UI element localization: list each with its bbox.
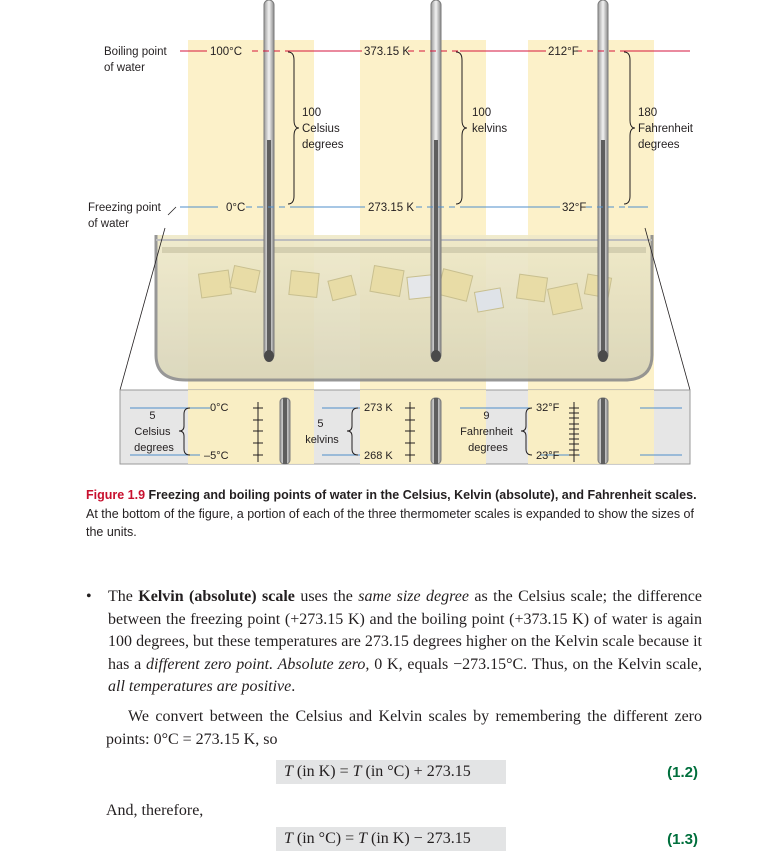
kelvin-boil-label: 373.15 K (364, 46, 411, 58)
inset-celsius-top: 0°C (210, 402, 229, 414)
fahrenheit-thermometer (598, 0, 608, 362)
expanded-scale-inset (120, 390, 690, 464)
equation-number-1-2: (1.2) (667, 764, 698, 781)
water-tray (156, 235, 652, 380)
fahrenheit-interval-label: 180 Fahrenheit degrees (638, 107, 693, 151)
inset-fahrenheit-bottom: 23°F (536, 450, 560, 462)
celsius-interval-label: 100 Celsius degrees (302, 107, 344, 151)
kelvin-bullet-text: The Kelvin (absolute) scale uses the same size degree as the Celsius scale; the difference between the freezing point (+273.15 K) and the boiling point (+373.15 K) of water is again 100 degrees, but these temperatures are 273.15 degrees higher on the Kelvin scale because it has a different zero point. Absolute zero, 0 K, equals −273.15°C. Thus, on the Kelvin scale, all temperatures are positive. (108, 588, 702, 695)
celsius-thermometer (264, 0, 274, 362)
inset-fahrenheit-top: 32°F (536, 402, 560, 414)
freezing-point-label: Freezing point of water (88, 202, 161, 230)
inset-kelvin-size: 5 kelvins (305, 418, 339, 446)
kelvin-scale-term: Kelvin (absolute) scale (138, 588, 295, 605)
kelvin-thermometer (431, 0, 441, 362)
figure-title: Freezing and boiling points of water in the Celsius, Kelvin (absolute), and Fahrenheit scales. (148, 488, 697, 502)
boiling-point-label: Boiling point of water (104, 46, 167, 74)
inset-kelvin-bottom: 268 K (364, 450, 393, 462)
celsius-freeze-label: 0°C (226, 202, 246, 214)
celsius-boil-label: 100°C (210, 46, 243, 58)
bullet-icon: • (86, 588, 92, 605)
kelvin-interval-label: 100 kelvins (472, 107, 508, 135)
figure-caption (86, 486, 706, 542)
figure-caption-text: At the bottom of the figure, a portion of each of the three thermometer scales is expanded to show the sizes of the units. (86, 506, 694, 539)
and-therefore-text: And, therefore, (106, 802, 204, 819)
inset-celsius-bottom: –5°C (204, 450, 229, 462)
kelvin-freeze-label: 273.15 K (368, 202, 415, 214)
figure-number: Figure 1.9 (86, 488, 146, 502)
equation-number-1-3: (1.3) (667, 831, 698, 848)
fahrenheit-freeze-label: 32°F (562, 202, 587, 214)
equation-1-3: T (in °C) = T (in K) − 273.15 (276, 827, 506, 851)
inset-kelvin-top: 273 K (364, 402, 393, 414)
inset-fahrenheit-size: 9 Fahrenheit degrees (460, 410, 513, 454)
conversion-paragraph: We convert between the Celsius and Kelvin scales by remembering the different zero points: 0°C = 273.15 K, so (106, 708, 702, 748)
inset-celsius-size: 5 Celsius degrees (134, 410, 174, 454)
equation-1-2: T (in K) = T (in °C) + 273.15 (276, 760, 506, 784)
fahrenheit-boil-label: 212°F (548, 46, 579, 58)
